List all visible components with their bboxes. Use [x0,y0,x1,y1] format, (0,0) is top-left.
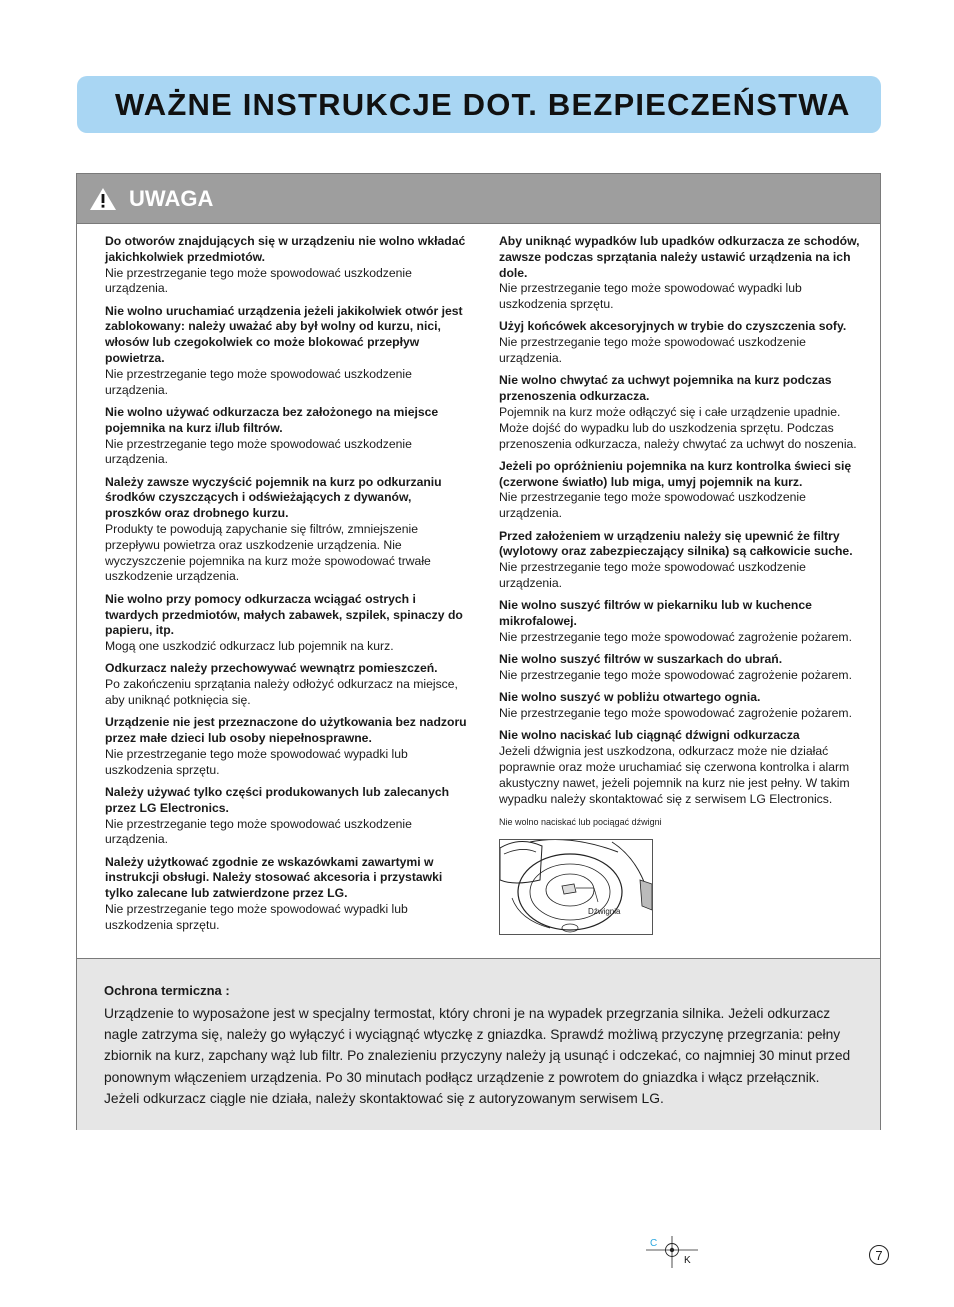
item-text: Nie przestrzeganie tego może spowodować uszkodzenie urządzenia. [499,335,806,366]
item-text: Mogą one uszkodzić odkurzacz lub pojemnik na kurz. [105,639,394,654]
item-text: Jeżeli dźwignia jest uszkodzona, odkurzacz może nie działać poprawnie oraz może uruchamiać się czerwona kontrolka i alarm akustyczny nawet, jeżeli pojemnik na kurz nie jest pełny. W takim wypadku należy skontaktować się z serwisem LG Electronics. [499,744,850,806]
item-heading: Nie wolno przy pomocy odkurzacza wciągać ostrych i twardych przedmiotów, małych zabawek, szpilek, spinaczy do papieru, itp. [105,591,463,638]
warning-header [77,174,880,224]
page-title: WAŻNE INSTRUKCJE DOT. BEZPIECZEŃSTWA [115,86,851,122]
reg-mark-c: C [650,1238,658,1249]
item-heading: Nie wolno naciskać lub ciągnąć dźwigni odkurzacza [499,728,800,743]
item-text: Nie przestrzeganie tego może spowodować zagrożenie pożarem. [499,667,852,682]
warning-label: UWAGA [129,185,214,211]
thermal-body: Urządzenie to wyposażone jest w specjalny termostat, który chroni je na wypadek przegrzania silnika. Jeżeli odkurzacz nagle zatrzyma się, należy go wyłączyć i wyciągnąć wtyczkę z gniazdka. Sprawdź możliwą przyczynę przegrzania: pełny zbiornik na kurz, zapchany wąż lub filtr. Po znalezieniu przyczyny należy ją usunąć i odczekać, co najmniej 30 minut przed ponownym włączeniem urządzenia. Po 30 minutach podłącz urządzenie z powrotem do gniazdka i włącz przełącznik. Jeżeli odkurzacz ciągle nie działa, należy skontaktować się z autoryzowanym serwisem LG. [104,1006,851,1106]
item-text: Nie przestrzeganie tego może spowodować uszkodzenie urządzenia. [499,490,806,521]
item-text: Nie przestrzeganie tego może spowodować zagrożenie pożarem. [499,629,852,644]
item-heading: Użyj końcówek akcesoryjnych w trybie do czyszczenia sofy. [499,319,847,334]
item-text: Pojemnik na kurz może odłączyć się i całe urządzenie upadnie. Może dojść do wypadku lub do uszkodzenia sprzętu. Podczas przenoszenia odkurzacza, należy chwytać za uchwyt do noszenia. [499,404,857,451]
item-heading: Nie wolno używać odkurzacza bez założonego na miejsce pojemnika na kurz i/lub filtrów. [105,404,439,435]
item-heading: Należy zawsze wyczyścić pojemnik na kurz po odkurzaniu środków czyszczących i odświeżających z dywanów, proszków oraz drobnego kurzu. [105,474,442,521]
list-item [499,690,861,722]
list-item [105,661,467,708]
vacuum-lever-figure [499,839,653,935]
item-heading: Należy użytkować zgodnie ze wskazówkami zawartymi w instrukcji obsługi. Należy stosować akcesoria i przystawki tylko zalecane lub zatwierdzone przez LG. [105,854,443,901]
figure-caption: Nie wolno naciskać lub pociągać dźwigni [499,817,662,828]
list-item [499,728,861,807]
list-item [499,652,861,684]
right-column [499,234,861,935]
item-heading: Nie wolno uruchamiać urządzenia jeżeli jakikolwiek otwór jest zablokowany: należy uważać aby był wolny od kurzu, nici, włosów lub czegokolwiek co może blokować przepływ powietrza. [105,303,463,366]
item-text: Produkty te powodują zapychanie się filtrów, zmniejszenie przepływu powietrza oraz uszkodzenie urządzenia. Nie wyczyszczenie pojemnika na kurz może spowodować trwałe uszkodzenie urządzenia. [105,522,431,584]
list-item [499,459,861,522]
list-item [499,319,861,366]
item-text: Nie przestrzeganie tego może spowodować wypadki lub uszkodzenia sprzętu. [105,746,408,777]
reg-mark-k: K [684,1255,691,1266]
list-item [105,855,467,934]
list-item [105,405,467,468]
warning-triangle-icon [89,187,117,211]
item-text: Po zakończeniu sprzątania należy odłożyć odkurzacz na miejsce, aby uniknąć potknięcia się. [105,677,458,708]
item-text: Nie przestrzeganie tego może spowodować uszkodzenie urządzenia. [105,816,412,847]
item-heading: Nie wolno suszyć filtrów w suszarkach do ubrań. [499,652,783,667]
item-heading: Nie wolno chwytać za uchwyt pojemnika na kurz podczas przenoszenia odkurzacza. [499,373,832,404]
item-heading: Do otworów znajdujących się w urządzeniu nie wolno wkładać jakichkolwiek przedmiotów. [105,234,466,264]
item-heading: Przed założeniem w urządzeniu należy się upewnić że filtry (wylotowy oraz zabezpieczający silnika) są całkowicie suche. [499,528,853,559]
thermal-title: Ochrona termiczna : [104,983,230,998]
left-column [105,234,467,940]
item-heading: Należy używać tylko części produkowanych lub zalecanych przez LG Electronics. [105,785,450,815]
item-text: Nie przestrzeganie tego może spowodować uszkodzenie urządzenia. [105,366,412,397]
item-text: Nie przestrzeganie tego może spowodować zagrożenie pożarem. [499,706,852,721]
list-item [105,234,467,297]
list-item [105,785,467,848]
item-heading: Nie wolno suszyć w pobliżu otwartego ognia. [499,690,761,705]
item-text: Nie przestrzeganie tego może spowodować wypadki lub uszkodzenia sprzętu. [105,902,408,932]
item-heading: Aby uniknąć wypadków lub upadków odkurzacza ze schodów, zawsze podczas sprzątania należy ustawić urządzenia na ich dole. [499,234,860,280]
page-number: 7 [869,1245,889,1265]
vacuum-lever-illustration [500,840,652,934]
item-heading: Urządzenie nie jest przeznaczone do użytkowania bez nadzoru przez małe dzieci lub osoby niepełnosprawne. [105,715,467,746]
list-item [499,373,861,452]
list-item [105,475,467,586]
list-item [499,598,861,645]
list-item [105,715,467,778]
item-text: Nie przestrzeganie tego może spowodować uszkodzenie urządzenia. [499,560,806,590]
item-text: Nie przestrzeganie tego może spowodować uszkodzenie urządzenia. [105,265,412,296]
list-item [499,234,861,313]
title-banner [77,76,881,133]
warning-box [76,173,881,1130]
item-text: Nie przestrzeganie tego może spowodować uszkodzenie urządzenia. [105,436,412,467]
list-item [499,529,861,592]
item-heading: Jeżeli po opróżnieniu pojemnika na kurz kontrolka świeci się (czerwone światło) lub miga, umyj pojemnik na kurz. [499,458,852,489]
item-heading: Nie wolno suszyć filtrów w piekarniku lub w kuchence mikrofalowej. [499,598,812,629]
list-item [105,592,467,655]
item-text: Nie przestrzeganie tego może spowodować wypadki lub uszkodzenia sprzętu. [499,281,802,312]
lever-label: Dźwignia [588,907,621,917]
list-item [105,304,467,399]
thermal-protection-section [77,958,880,1130]
item-heading: Odkurzacz należy przechowywać wewnątrz pomieszczeń. [105,661,438,676]
